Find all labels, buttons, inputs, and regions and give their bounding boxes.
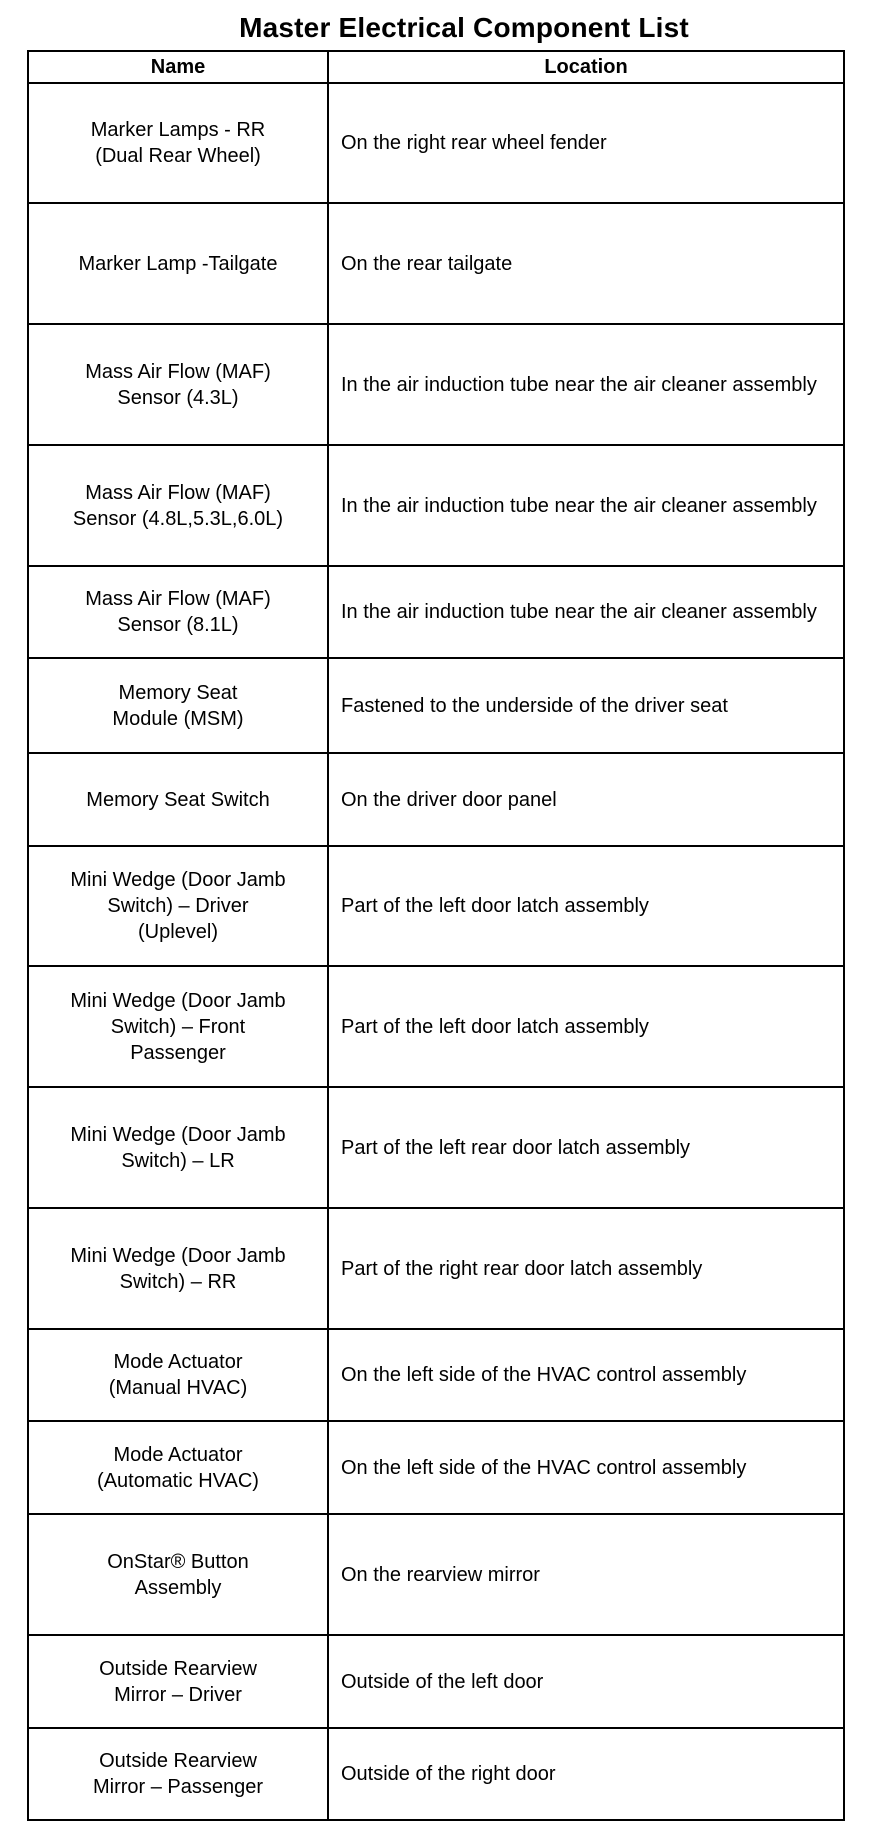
table-row [28, 203, 844, 324]
component-location: In the air induction tube near the air cleaner assembly [328, 445, 844, 566]
component-location: On the left side of the HVAC control assembly [328, 1329, 844, 1421]
table-row [28, 566, 844, 658]
table-row [28, 1208, 844, 1329]
component-name: Outside Rearview Mirror – Passenger [28, 1728, 328, 1820]
table-row [28, 846, 844, 966]
component-location: Outside of the right door [328, 1728, 844, 1820]
component-name: Memory Seat Module (MSM) [28, 658, 328, 753]
component-location: Part of the left rear door latch assembly [328, 1087, 844, 1208]
table-row [28, 1514, 844, 1635]
component-location: In the air induction tube near the air cleaner assembly [328, 566, 844, 658]
table-row [28, 445, 844, 566]
table-row [28, 1329, 844, 1421]
component-location: Part of the left door latch assembly [328, 846, 844, 966]
table-row [28, 83, 844, 203]
column-header-name: Name [28, 51, 328, 83]
component-name: Mini Wedge (Door Jamb Switch) – Front Passenger [28, 966, 328, 1087]
component-table [27, 50, 845, 1821]
document-title: Master Electrical Component List [239, 12, 689, 43]
table-row [28, 966, 844, 1087]
table-row [28, 324, 844, 445]
component-name: Memory Seat Switch [28, 753, 328, 846]
component-name: Mode Actuator (Manual HVAC) [28, 1329, 328, 1421]
component-location: Outside of the left door [328, 1635, 844, 1728]
component-location: On the driver door panel [328, 753, 844, 846]
component-name: Mini Wedge (Door Jamb Switch) – Driver (Uplevel) [28, 846, 328, 966]
table-row [28, 1635, 844, 1728]
component-name: Mini Wedge (Door Jamb Switch) – RR [28, 1208, 328, 1329]
component-name: OnStar® Button Assembly [28, 1514, 328, 1635]
component-location: On the rearview mirror [328, 1514, 844, 1635]
component-location: On the right rear wheel fender [328, 83, 844, 203]
table-row [28, 753, 844, 846]
component-location: On the left side of the HVAC control assembly [328, 1421, 844, 1514]
column-header-location: Location [328, 51, 844, 83]
table-row [28, 1728, 844, 1820]
table-row [28, 1087, 844, 1208]
component-location: Part of the left door latch assembly [328, 966, 844, 1087]
component-location: In the air induction tube near the air cleaner assembly [328, 324, 844, 445]
table-row [28, 1421, 844, 1514]
component-name: Mass Air Flow (MAF) Sensor (8.1L) [28, 566, 328, 658]
component-name: Mode Actuator (Automatic HVAC) [28, 1421, 328, 1514]
component-location: Part of the right rear door latch assembly [328, 1208, 844, 1329]
table-header-row [28, 51, 844, 83]
component-name: Mini Wedge (Door Jamb Switch) – LR [28, 1087, 328, 1208]
component-location: On the rear tailgate [328, 203, 844, 324]
page-title [0, 10, 880, 46]
component-location: Fastened to the underside of the driver seat [328, 658, 844, 753]
component-name: Mass Air Flow (MAF) Sensor (4.8L,5.3L,6.0L) [28, 445, 328, 566]
component-name: Marker Lamps - RR (Dual Rear Wheel) [28, 83, 328, 203]
component-name: Outside Rearview Mirror – Driver [28, 1635, 328, 1728]
table-row [28, 658, 844, 753]
component-name: Mass Air Flow (MAF) Sensor (4.3L) [28, 324, 328, 445]
component-name: Marker Lamp -Tailgate [28, 203, 328, 324]
